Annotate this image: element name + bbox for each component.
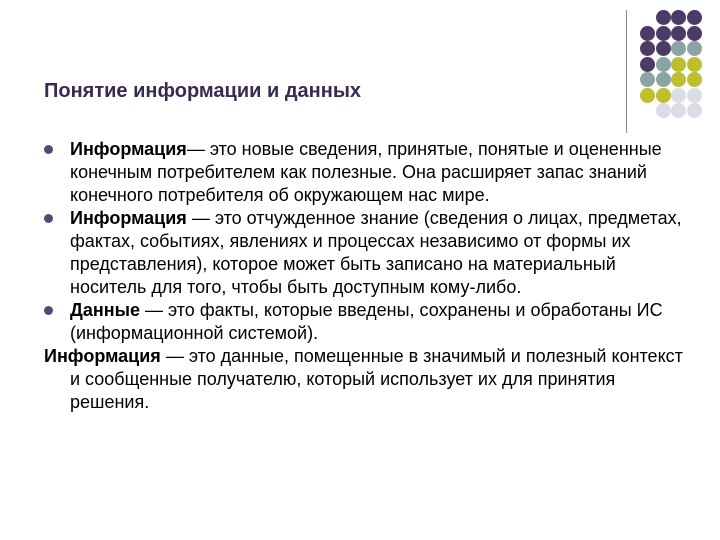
term-label: Информация: [70, 139, 187, 159]
decor-dot: [656, 88, 671, 103]
decor-dot: [671, 26, 686, 41]
decor-dot: [687, 72, 702, 87]
divider-line: [626, 10, 627, 133]
decor-dot: [640, 72, 655, 87]
decor-dot: [671, 41, 686, 56]
decor-dot: [640, 41, 655, 56]
definition-text: — это данные, помещенные в значимый и полезный контекст и сообщенные получателю, который использует их для принятия решения.: [70, 346, 683, 412]
bullet-icon: [44, 214, 53, 223]
slide-title: Понятие информации и данных: [44, 80, 362, 102]
bullet-icon: [44, 145, 53, 154]
decor-dot: [687, 103, 702, 118]
definition-text: — это отчужденное знание (сведения о лицах, предметах, фактах, событиях, явлениях и процессах независимо от формы их представления), которое может быть записано на материальный носитель для того, чтобы быть доступным кому-либо.: [70, 208, 682, 297]
definition-text: — это факты, которые введены, сохранены и обработаны ИС (информационной системой).: [70, 300, 663, 343]
list-item: [44, 207, 684, 299]
decor-dot: [671, 57, 686, 72]
decor-dot: [671, 88, 686, 103]
closing-paragraph: [44, 345, 684, 414]
decor-dot: [640, 26, 655, 41]
decor-dot: [687, 88, 702, 103]
decor-dot: [687, 41, 702, 56]
decor-dot: [640, 88, 655, 103]
term-label: Информация: [44, 346, 161, 366]
decor-dot: [656, 72, 671, 87]
slide-body: [44, 138, 684, 414]
decor-dot: [656, 57, 671, 72]
decor-dot: [656, 41, 671, 56]
decor-dot: [671, 72, 686, 87]
list-item: [44, 299, 684, 345]
definition-text: — это новые сведения, принятые, понятые и оцененные конечным потребителем как полезные. Она расширяет запас знаний конечного потребителя об окружающем нас мире.: [70, 139, 662, 205]
decor-dot: [671, 10, 686, 25]
decor-dot: [687, 10, 702, 25]
decor-dot: [656, 10, 671, 25]
term-label: Данные: [70, 300, 140, 320]
bullet-icon: [44, 306, 53, 315]
decor-dot: [656, 26, 671, 41]
term-label: Информация: [70, 208, 187, 228]
list-item: [44, 138, 684, 207]
decor-dot: [671, 103, 686, 118]
decor-dot: [640, 57, 655, 72]
decorative-dot-grid: [640, 10, 718, 120]
decor-dot: [656, 103, 671, 118]
decor-dot: [687, 57, 702, 72]
decor-dot: [687, 26, 702, 41]
